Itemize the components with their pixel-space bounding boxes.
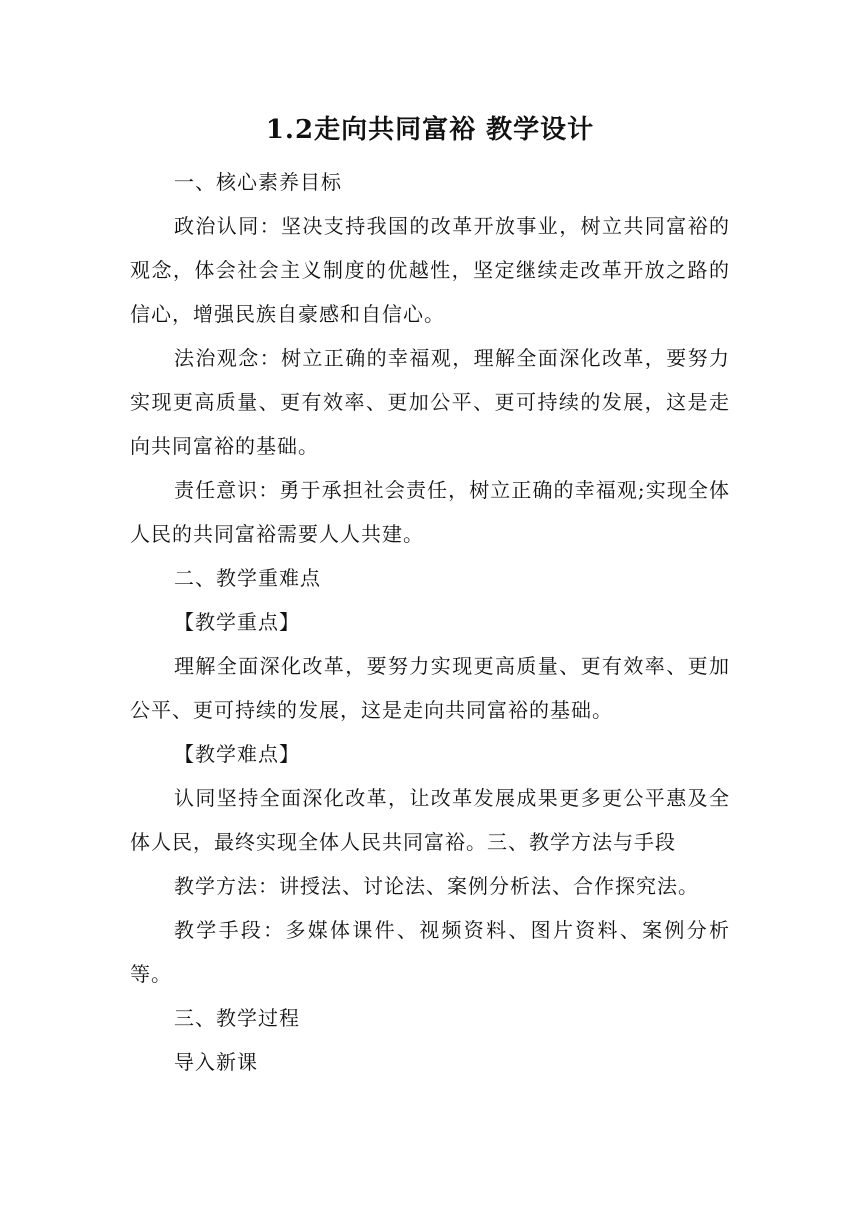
section-heading-key-points: 二、教学重难点 [174,566,321,590]
section-heading-core-goals: 一、核心素养目标 [174,170,342,194]
paragraph-teaching-methods: 教学方法：讲授法、讨论法、案例分析法、合作探究法。 [174,874,699,898]
paragraph-teaching-means: 教学手段：多媒体课件、视频资料、图片资料、案例分析等。 [130,918,730,986]
subheading-introduction: 导入新课 [174,1050,258,1074]
section-heading-teaching-process: 三、教学过程 [174,1006,300,1030]
subheading-teaching-difficulty: 【教学难点】 [174,742,300,766]
document-page [130,106,730,1084]
subheading-teaching-focus: 【教学重点】 [174,610,300,634]
paragraph-teaching-focus: 理解全面深化改革，要努力实现更高质量、更有效率、更加公平、更可持续的发展，这是走向共同富裕的基础。 [130,654,730,722]
document-title: 1.2走向共同富裕 教学设计 [265,115,595,145]
paragraph-teaching-difficulty: 认同坚持全面深化改革，让改革发展成果更多更公平惠及全体人民，最终实现全体人民共同富裕。三、教学方法与手段 [130,786,730,854]
paragraph-responsibility: 责任意识：勇于承担社会责任，树立正确的幸福观;实现全体人民的共同富裕需要人人共建。 [130,478,730,546]
paragraph-rule-of-law: 法治观念：树立正确的幸福观，理解全面深化改革，要努力实现更高质量、更有效率、更加公平、更可持续的发展，这是走向共同富裕的基础。 [130,346,730,458]
paragraph-political-identity: 政治认同：坚决支持我国的改革开放事业，树立共同富裕的观念，体会社会主义制度的优越性，坚定继续走改革开放之路的信心，增强民族自豪感和自信心。 [130,214,730,326]
